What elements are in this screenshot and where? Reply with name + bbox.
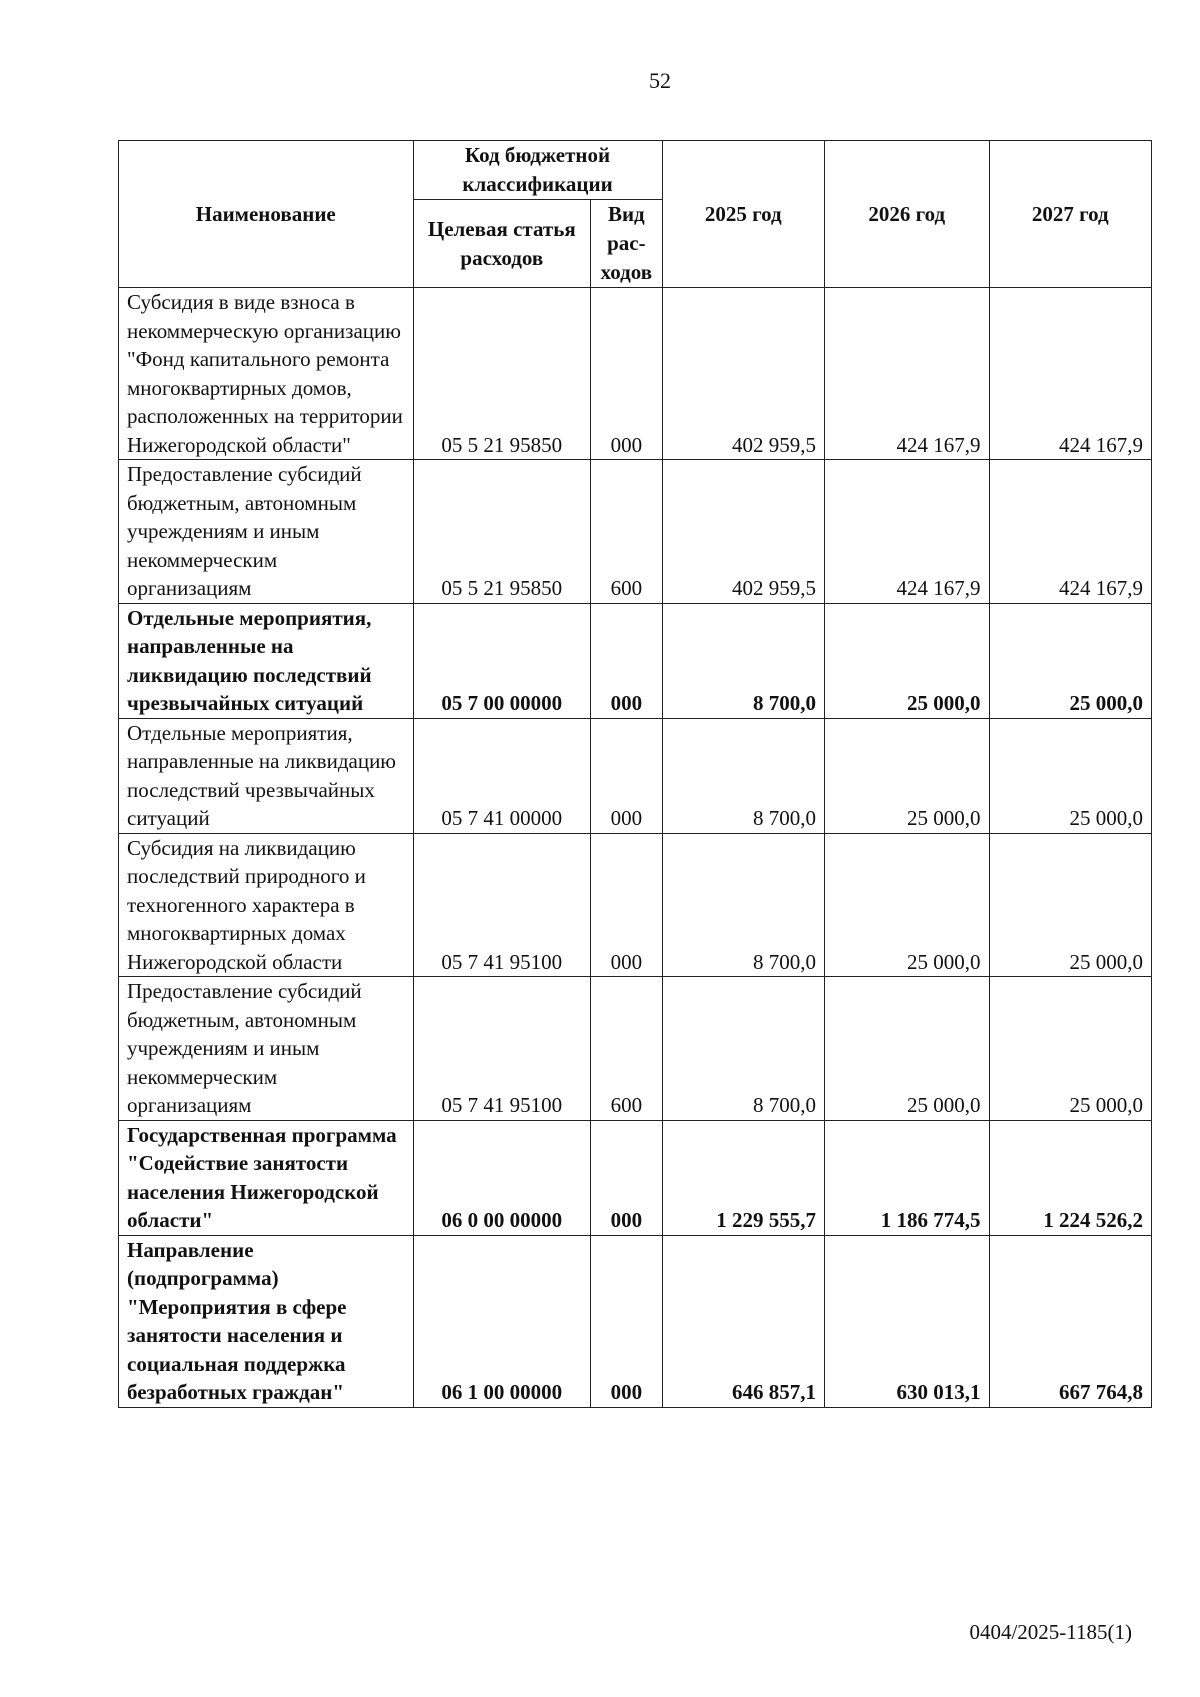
row-vid: 000 [591, 288, 662, 460]
header-2026: 2026 год [824, 141, 989, 288]
row-code: 05 7 41 95100 [413, 977, 591, 1121]
row-name: Государственная программа "Содействие занятости населения Нижегородской области" [119, 1120, 414, 1235]
header-code-group: Код бюджетной классификации [413, 141, 662, 200]
row-vid: 000 [591, 1120, 662, 1235]
row-2025: 402 959,5 [662, 288, 824, 460]
row-2025: 8 700,0 [662, 603, 824, 718]
row-code: 05 7 41 00000 [413, 718, 591, 833]
header-2027: 2027 год [989, 141, 1151, 288]
table-row [119, 1120, 1152, 1235]
row-code: 05 7 41 95100 [413, 833, 591, 977]
header-2025: 2025 год [662, 141, 824, 288]
row-name: Предоставление субсидий бюджетным, автономным учреждениям и иным некоммерческим организациям [119, 977, 414, 1121]
row-2026: 424 167,9 [824, 460, 989, 604]
row-2025: 646 857,1 [662, 1235, 824, 1407]
row-name: Отдельные мероприятия, направленные на ликвидацию последствий чрезвычайных ситуаций [119, 718, 414, 833]
row-code: 06 0 00 00000 [413, 1120, 591, 1235]
row-2027: 25 000,0 [989, 603, 1151, 718]
row-code: 05 7 00 00000 [413, 603, 591, 718]
row-name: Направление (подпрограмма) "Мероприятия в сфере занятости населения и социальная поддержка безработных граждан" [119, 1235, 414, 1407]
row-code: 06 1 00 00000 [413, 1235, 591, 1407]
row-vid: 600 [591, 977, 662, 1121]
row-2027: 1 224 526,2 [989, 1120, 1151, 1235]
row-2027: 25 000,0 [989, 833, 1151, 977]
row-code: 05 5 21 95850 [413, 460, 591, 604]
row-2026: 630 013,1 [824, 1235, 989, 1407]
table-row [119, 288, 1152, 460]
row-vid: 000 [591, 603, 662, 718]
row-2025: 402 959,5 [662, 460, 824, 604]
page-number: 52 [649, 68, 671, 93]
row-2027: 25 000,0 [989, 718, 1151, 833]
row-vid: 000 [591, 833, 662, 977]
table-row [119, 833, 1152, 977]
row-2026: 25 000,0 [824, 977, 989, 1121]
header-name: Наименование [119, 141, 414, 288]
row-2025: 1 229 555,7 [662, 1120, 824, 1235]
row-2026: 424 167,9 [824, 288, 989, 460]
table-row [119, 718, 1152, 833]
header-target-article: Целевая статья расходов [413, 200, 591, 288]
row-name: Субсидия в виде взноса в некоммерческую организацию "Фонд капитального ремонта многоквартирных домов, расположенных на территории Нижегородской области" [119, 288, 414, 460]
row-name: Предоставление субсидий бюджетным, автономным учреждениям и иным некоммерческим организациям [119, 460, 414, 604]
row-2027: 424 167,9 [989, 460, 1151, 604]
table-row [119, 460, 1152, 604]
row-2025: 8 700,0 [662, 833, 824, 977]
row-name: Субсидия на ликвидацию последствий природного и техногенного характера в многоквартирных домах Нижегородской области [119, 833, 414, 977]
row-vid: 000 [591, 718, 662, 833]
row-2026: 25 000,0 [824, 603, 989, 718]
row-2025: 8 700,0 [662, 977, 824, 1121]
document-code: 0404/2025-1185(1) [969, 1620, 1132, 1644]
table-row [119, 1235, 1152, 1407]
row-vid: 000 [591, 1235, 662, 1407]
row-name: Отдельные мероприятия, направленные на ликвидацию последствий чрезвычайных ситуаций [119, 603, 414, 718]
row-2025: 8 700,0 [662, 718, 824, 833]
row-2026: 1 186 774,5 [824, 1120, 989, 1235]
row-2027: 424 167,9 [989, 288, 1151, 460]
row-code: 05 5 21 95850 [413, 288, 591, 460]
row-2026: 25 000,0 [824, 833, 989, 977]
row-2027: 25 000,0 [989, 977, 1151, 1121]
row-2027: 667 764,8 [989, 1235, 1151, 1407]
row-vid: 600 [591, 460, 662, 604]
row-2026: 25 000,0 [824, 718, 989, 833]
budget-table [118, 140, 1152, 1408]
header-expense-type: Вид рас-ходов [591, 200, 662, 288]
table-row [119, 603, 1152, 718]
table-row [119, 977, 1152, 1121]
